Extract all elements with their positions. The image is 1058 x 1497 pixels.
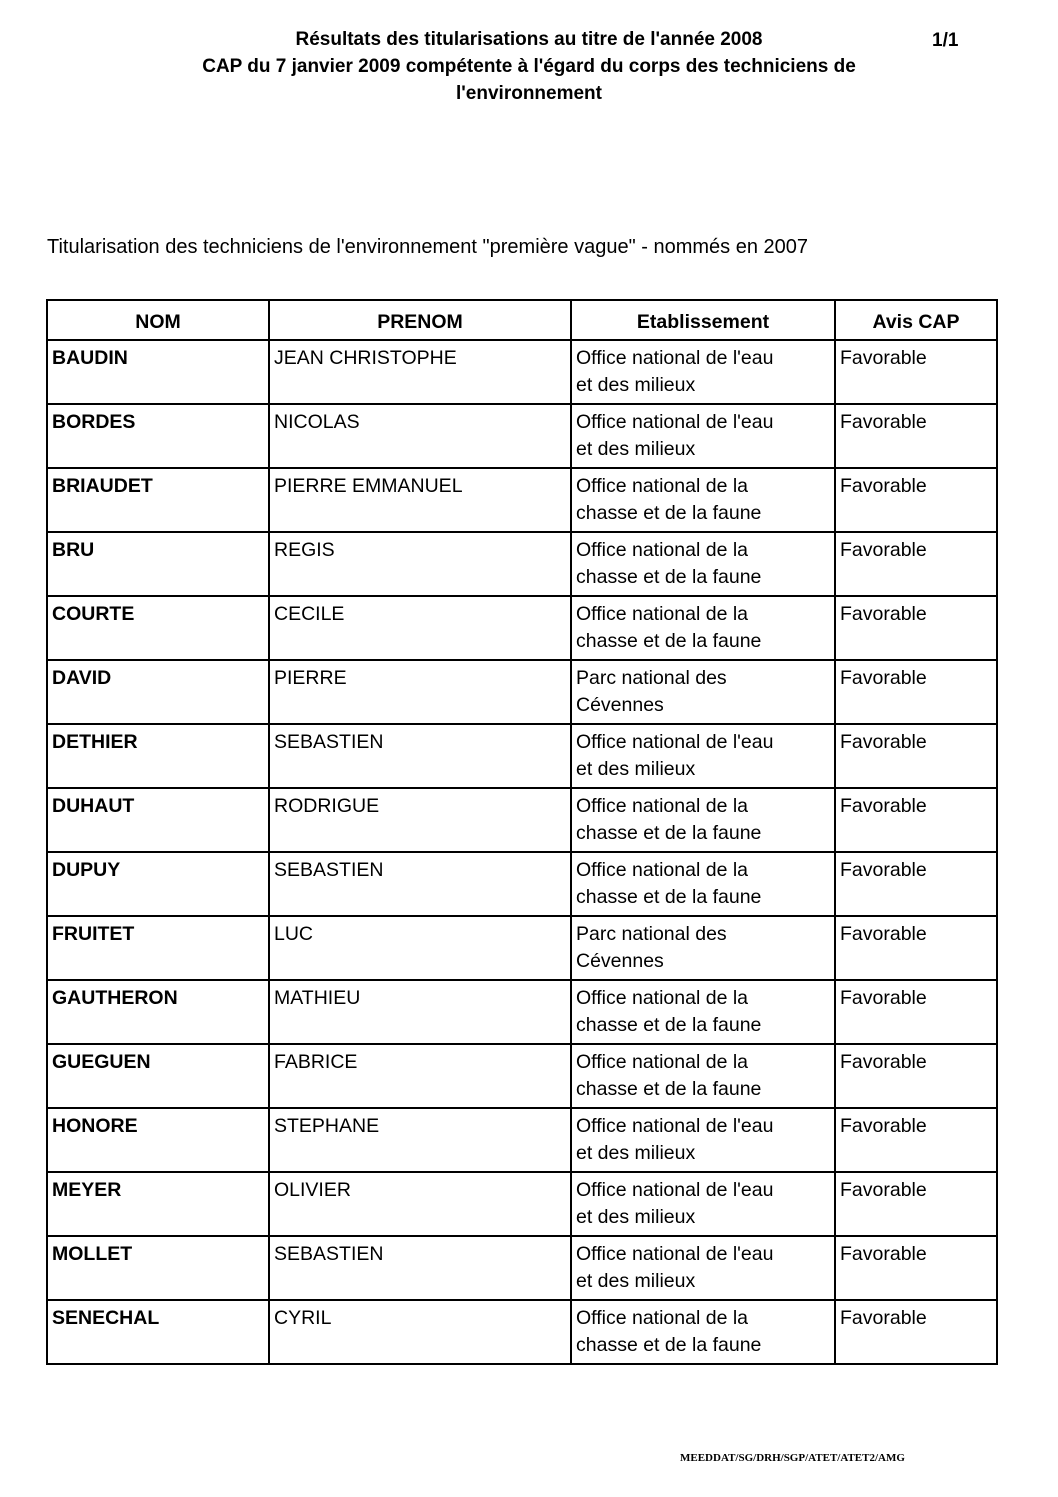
cell-avis-cap: Favorable [835, 1236, 997, 1300]
cell-etablissement [571, 1300, 835, 1364]
cell-prenom: PIERRE EMMANUEL [269, 468, 571, 532]
cell-nom: GUEGUEN [47, 1044, 269, 1108]
cell-nom: BORDES [47, 404, 269, 468]
etablissement-line-1: Office national de l'eau [576, 731, 774, 753]
cell-nom: DETHIER [47, 724, 269, 788]
cell-nom: MOLLET [47, 1236, 269, 1300]
header-line-3: l'environnement [456, 83, 602, 104]
cell-avis-cap: Favorable [835, 1044, 997, 1108]
etablissement-line-2: et des milieux [576, 1270, 696, 1292]
document-header [100, 26, 958, 107]
cell-avis-cap: Favorable [835, 532, 997, 596]
section-subtitle: Titularisation des techniciens de l'environnement "première vague" - nommés en 2007 [47, 236, 809, 258]
table-row [47, 916, 997, 980]
table-row [47, 1236, 997, 1300]
cell-nom: GAUTHERON [47, 980, 269, 1044]
cell-prenom: MATHIEU [269, 980, 571, 1044]
cell-avis-cap: Favorable [835, 1172, 997, 1236]
cell-avis-cap: Favorable [835, 980, 997, 1044]
table-row [47, 980, 997, 1044]
etablissement-line-1: Parc national des [576, 923, 727, 945]
etablissement-line-2: et des milieux [576, 1206, 696, 1228]
cell-etablissement [571, 852, 835, 916]
cell-avis-cap: Favorable [835, 660, 997, 724]
etablissement-line-1: Office national de la [576, 539, 749, 561]
page-number: 1/1 [932, 30, 959, 51]
table-row [47, 1300, 997, 1364]
table-row [47, 1044, 997, 1108]
cell-nom: BAUDIN [47, 340, 269, 404]
column-header-avis-cap: Avis CAP [835, 300, 997, 340]
etablissement-line-1: Office national de la [576, 859, 749, 881]
cell-prenom: OLIVIER [269, 1172, 571, 1236]
cell-prenom: CECILE [269, 596, 571, 660]
etablissement-line-2: et des milieux [576, 374, 696, 396]
cell-nom: DUPUY [47, 852, 269, 916]
cell-prenom: SEBASTIEN [269, 724, 571, 788]
table-row [47, 532, 997, 596]
cell-etablissement [571, 660, 835, 724]
etablissement-line-1: Office national de l'eau [576, 347, 774, 369]
cell-etablissement [571, 468, 835, 532]
footer-reference: MEEDDAT/SG/DRH/SGP/ATET/ATET2/AMG [680, 1452, 905, 1464]
etablissement-line-1: Office national de la [576, 475, 749, 497]
etablissement-line-2: chasse et de la faune [576, 1334, 762, 1356]
cell-nom: MEYER [47, 1172, 269, 1236]
table-row [47, 1108, 997, 1172]
cell-etablissement [571, 532, 835, 596]
cell-avis-cap: Favorable [835, 468, 997, 532]
table-row [47, 852, 997, 916]
cell-prenom: REGIS [269, 532, 571, 596]
cell-nom: DUHAUT [47, 788, 269, 852]
table-body [47, 340, 997, 1364]
table-row [47, 404, 997, 468]
table-row [47, 1172, 997, 1236]
cell-prenom: LUC [269, 916, 571, 980]
etablissement-line-2: chasse et de la faune [576, 566, 762, 588]
etablissement-line-2: Cévennes [576, 950, 664, 972]
etablissement-line-1: Office national de la [576, 795, 749, 817]
cell-avis-cap: Favorable [835, 916, 997, 980]
etablissement-line-1: Office national de la [576, 987, 749, 1009]
cell-prenom: FABRICE [269, 1044, 571, 1108]
table-header-row [47, 300, 997, 340]
cell-etablissement [571, 916, 835, 980]
cell-avis-cap: Favorable [835, 404, 997, 468]
etablissement-line-2: chasse et de la faune [576, 1078, 762, 1100]
cell-etablissement [571, 404, 835, 468]
table-row [47, 596, 997, 660]
cell-prenom: CYRIL [269, 1300, 571, 1364]
etablissement-line-2: chasse et de la faune [576, 630, 762, 652]
cell-etablissement [571, 980, 835, 1044]
cell-etablissement [571, 1108, 835, 1172]
cell-nom: FRUITET [47, 916, 269, 980]
etablissement-line-1: Office national de la [576, 603, 749, 625]
cell-avis-cap: Favorable [835, 852, 997, 916]
cell-etablissement [571, 340, 835, 404]
cell-avis-cap: Favorable [835, 596, 997, 660]
cell-prenom: SEBASTIEN [269, 852, 571, 916]
cell-etablissement [571, 1172, 835, 1236]
etablissement-line-2: et des milieux [576, 1142, 696, 1164]
cell-prenom: SEBASTIEN [269, 1236, 571, 1300]
table-row [47, 340, 997, 404]
etablissement-line-1: Office national de l'eau [576, 1243, 774, 1265]
etablissement-line-1: Office national de l'eau [576, 1179, 774, 1201]
cell-nom: SENECHAL [47, 1300, 269, 1364]
etablissement-line-2: Cévennes [576, 694, 664, 716]
etablissement-line-2: et des milieux [576, 438, 696, 460]
cell-nom: COURTE [47, 596, 269, 660]
etablissement-line-2: chasse et de la faune [576, 886, 762, 908]
header-title: Résultats des titularisations au titre de l'année 2008 [295, 29, 763, 50]
cell-etablissement [571, 788, 835, 852]
table-row [47, 660, 997, 724]
etablissement-line-1: Office national de l'eau [576, 1115, 774, 1137]
results-table [46, 299, 998, 1365]
cell-etablissement [571, 724, 835, 788]
cell-etablissement [571, 596, 835, 660]
table-row [47, 788, 997, 852]
cell-prenom: PIERRE [269, 660, 571, 724]
cell-nom: HONORE [47, 1108, 269, 1172]
cell-nom: DAVID [47, 660, 269, 724]
cell-prenom: JEAN CHRISTOPHE [269, 340, 571, 404]
cell-avis-cap: Favorable [835, 1300, 997, 1364]
etablissement-line-1: Office national de la [576, 1051, 749, 1073]
cell-prenom: STEPHANE [269, 1108, 571, 1172]
column-header-nom: NOM [47, 300, 269, 340]
cell-avis-cap: Favorable [835, 788, 997, 852]
etablissement-line-2: et des milieux [576, 758, 696, 780]
etablissement-line-1: Parc national des [576, 667, 727, 689]
cell-avis-cap: Favorable [835, 724, 997, 788]
etablissement-line-2: chasse et de la faune [576, 502, 762, 524]
table-row [47, 724, 997, 788]
etablissement-line-1: Office national de l'eau [576, 411, 774, 433]
etablissement-line-2: chasse et de la faune [576, 822, 762, 844]
column-header-prenom: PRENOM [269, 300, 571, 340]
cell-avis-cap: Favorable [835, 1108, 997, 1172]
header-line-2: CAP du 7 janvier 2009 compétente à l'égard du corps des techniciens de [202, 56, 856, 77]
cell-nom: BRIAUDET [47, 468, 269, 532]
table-row [47, 468, 997, 532]
column-header-etablissement: Etablissement [571, 300, 835, 340]
cell-avis-cap: Favorable [835, 340, 997, 404]
etablissement-line-2: chasse et de la faune [576, 1014, 762, 1036]
cell-etablissement [571, 1044, 835, 1108]
cell-etablissement [571, 1236, 835, 1300]
etablissement-line-1: Office national de la [576, 1307, 749, 1329]
cell-prenom: NICOLAS [269, 404, 571, 468]
cell-nom: BRU [47, 532, 269, 596]
cell-prenom: RODRIGUE [269, 788, 571, 852]
